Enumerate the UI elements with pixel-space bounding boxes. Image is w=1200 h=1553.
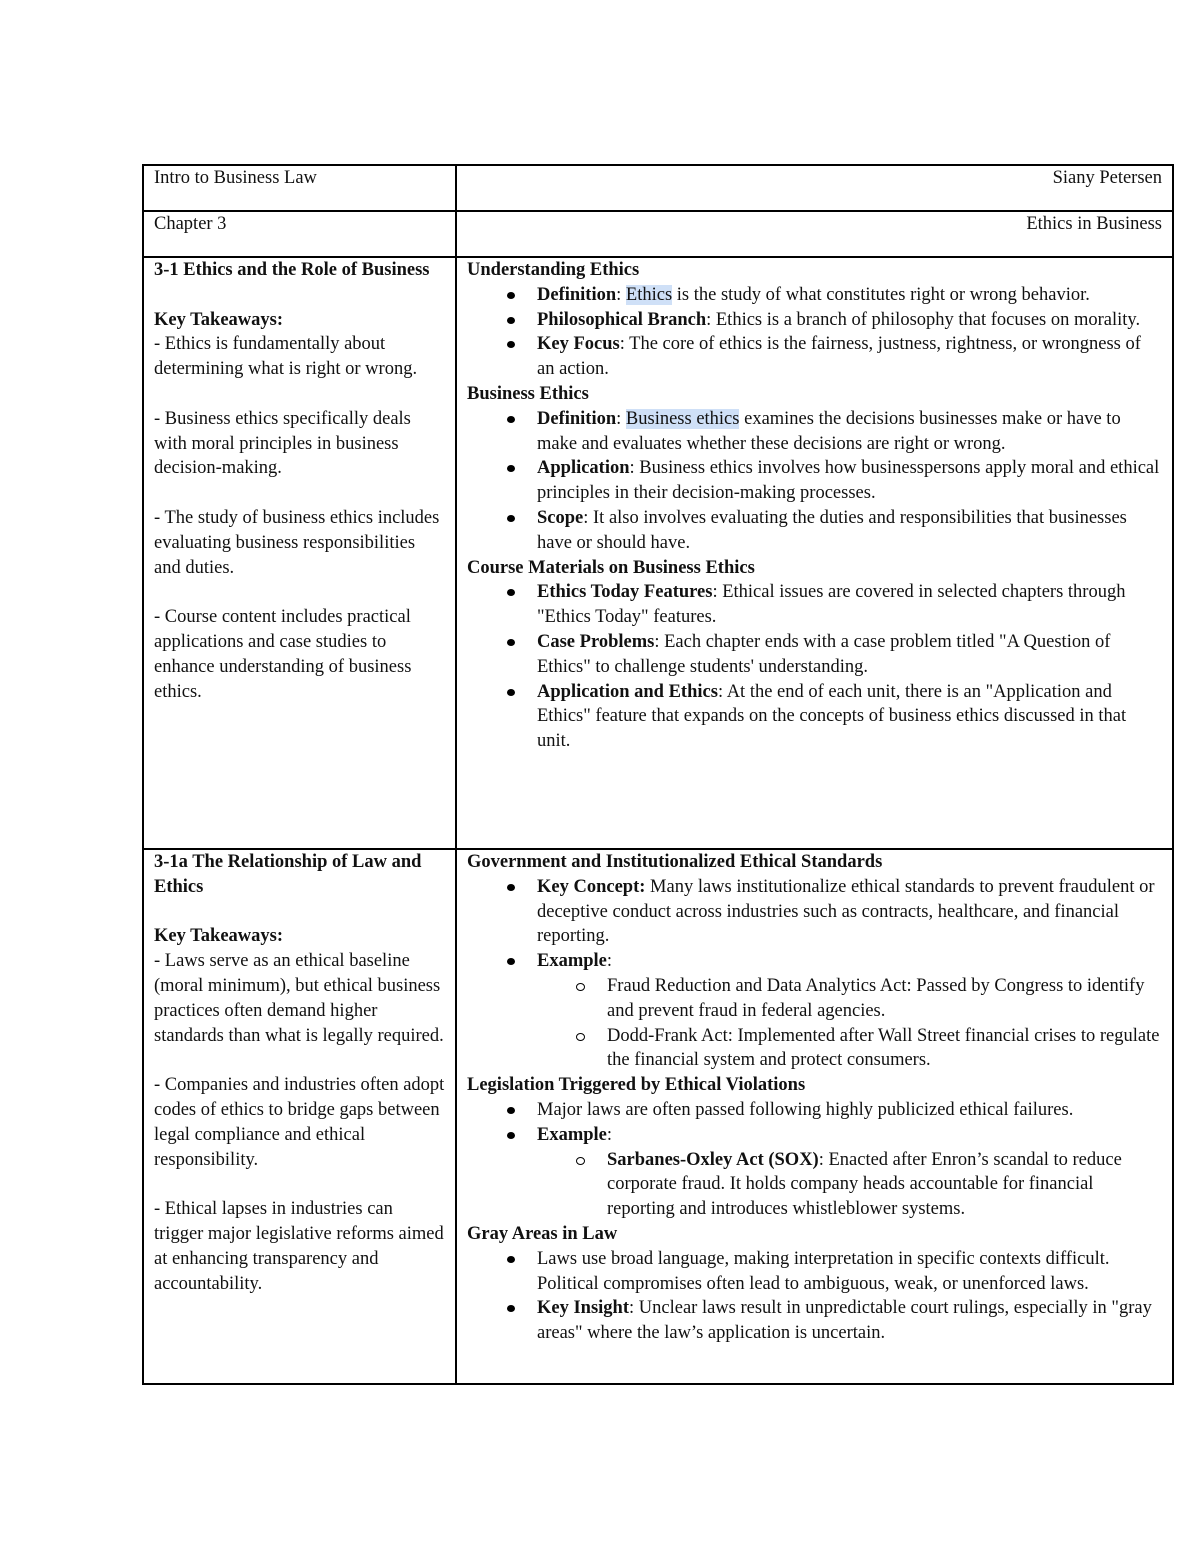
bullet-item — [537, 630, 1162, 680]
section-notes-cell — [456, 849, 1173, 1384]
bullet-separator: : — [706, 309, 716, 330]
key-takeaway-item: - Course content includes practical applications and case studies to enhance understanding of business ethics. — [154, 607, 412, 702]
bullet-item — [537, 506, 1162, 556]
highlighted-text: Business ethics — [625, 408, 740, 429]
bullet-term: Example — [537, 1124, 607, 1145]
key-takeaways-label: Key Takeaways: — [154, 309, 284, 330]
bullet-term: Application — [537, 458, 630, 479]
takeaway-spacer — [154, 1172, 445, 1197]
bullet-item — [537, 283, 1162, 308]
bullet-term: Application and Ethics — [537, 681, 718, 702]
bullet-text: Laws use broad language, making interpretation in specific contexts difficult. Political compromises often lead to ambiguous, weak, or unenforced laws. — [537, 1248, 1110, 1294]
sub-bullet-text: Fraud Reduction and Data Analytics Act: Passed by Congress to identify and prevent fraud in federal agencies. — [607, 975, 1145, 1021]
bullet-term: Definition — [537, 408, 617, 429]
bullet-text: It also involves evaluating the duties and responsibilities that businesses have or should have. — [537, 507, 1127, 553]
notes-subheading: Course Materials on Business Ethics — [467, 557, 755, 578]
sub-bullet-item — [607, 1024, 1162, 1074]
section-summary-cell — [143, 849, 456, 1384]
bullet-text: Business ethics involves how businesspersons apply moral and ethical principles in their decision-making processes. — [537, 458, 1160, 504]
takeaway-spacer — [154, 1048, 445, 1073]
bullet-list — [467, 875, 1162, 1073]
bullet-term: Key Concept: — [537, 876, 646, 897]
notes-table — [142, 164, 1174, 1385]
bullet-item — [537, 875, 1162, 949]
highlighted-text: Ethics — [625, 284, 673, 305]
bullet-item — [537, 1098, 1162, 1123]
notes-subheading: Legislation Triggered by Ethical Violations — [467, 1075, 806, 1096]
bullet-term: Scope — [537, 507, 584, 528]
notes-subheading: Gray Areas in Law — [467, 1223, 618, 1244]
key-takeaway-item: - The study of business ethics includes evaluating business responsibilities and duties. — [154, 507, 440, 578]
bullet-separator: : — [616, 284, 626, 305]
notes-subheading: Understanding Ethics — [467, 260, 640, 280]
bullet-item — [537, 1247, 1162, 1297]
bullet-term: Example — [537, 951, 607, 972]
section-summary-cell — [143, 257, 456, 849]
section-row-3-1a — [143, 849, 1173, 1384]
sub-bullet-text: : Enacted after Enron’s scandal to reduce corporate fraud. It holds company heads accountable for financial reporting and introduces whistleblower systems. — [607, 1149, 1122, 1220]
bullet-item — [537, 308, 1162, 333]
bullet-separator: : — [629, 458, 640, 479]
key-takeaway-item: - Ethics is fundamentally about determining what is right or wrong. — [154, 334, 418, 380]
bullet-separator: : — [583, 507, 594, 528]
bullet-text: is the study of what constitutes right or wrong behavior. — [672, 284, 1090, 305]
bullet-list — [467, 1098, 1162, 1222]
bullet-term: Case Problems — [537, 631, 655, 652]
section-title: 3-1a The Relationship of Law and Ethics — [154, 852, 422, 897]
bullet-term: Key Focus — [537, 334, 620, 355]
header-row-2 — [143, 211, 1173, 257]
bullet-list — [467, 283, 1162, 382]
sub-bullet-item — [607, 1148, 1162, 1222]
bullet-separator: : — [616, 408, 626, 429]
bullet-separator: : — [654, 631, 665, 652]
bullet-item — [537, 580, 1162, 630]
bullet-list — [467, 407, 1162, 556]
bullet-separator: : — [712, 582, 723, 603]
key-takeaway-item: - Laws serve as an ethical baseline (moral minimum), but ethical business practices often demand higher standards than what is legally required. — [154, 951, 444, 1046]
bullet-separator: : — [619, 334, 630, 355]
bullet-term: Ethics Today Features — [537, 582, 713, 603]
header-row-1 — [143, 165, 1173, 211]
section-notes-cell — [456, 257, 1173, 849]
takeaway-spacer — [154, 481, 445, 506]
sub-bullet-item — [607, 974, 1162, 1024]
bullet-text: Ethical issues are covered in selected chapters through "Ethics Today" features. — [537, 582, 1126, 628]
bullet-text: Major laws are often passed following highly publicized ethical failures. — [537, 1099, 1074, 1120]
author-name: Siany Petersen — [456, 165, 1173, 211]
bullet-text: Ethics is a branch of philosophy that focuses on morality. — [715, 309, 1141, 330]
sub-bullet-text: Dodd-Frank Act: Implemented after Wall Street financial crises to regulate the financial system and protect consumers. — [607, 1025, 1160, 1071]
bullet-separator: : — [629, 1298, 639, 1319]
chapter-label: Chapter 3 — [143, 211, 456, 257]
key-takeaways-label: Key Takeaways: — [154, 926, 284, 947]
takeaway-spacer — [154, 580, 445, 605]
section-row-3-1 — [143, 257, 1173, 849]
bullet-list — [467, 580, 1162, 754]
bullet-item — [537, 680, 1162, 754]
bullet-term: Philosophical Branch — [537, 309, 707, 330]
bullet-item — [537, 456, 1162, 506]
key-takeaway-item: - Companies and industries often adopt codes of ethics to bridge gaps between legal compliance and ethical responsibility. — [154, 1075, 445, 1170]
chapter-topic: Ethics in Business — [456, 211, 1173, 257]
bullet-separator: : — [606, 1124, 613, 1145]
bullet-term: Key Insight — [537, 1298, 630, 1319]
bullet-item — [537, 1123, 1162, 1222]
bullet-text: Many laws institutionalize ethical standards to prevent fraudulent or deceptive conduct across industries such as contracts, healthcare, and financial reporting. — [537, 876, 1155, 947]
bullet-separator: : — [717, 681, 727, 702]
key-takeaway-item: - Ethical lapses in industries can trigger major legislative reforms aimed at enhancing transparency and accountability. — [154, 1199, 444, 1294]
course-title: Intro to Business Law — [143, 165, 456, 211]
sub-bullet-list — [537, 974, 1162, 1073]
bullet-item — [537, 332, 1162, 382]
bullet-item — [537, 407, 1162, 457]
bullet-list — [467, 1247, 1162, 1346]
bullet-text: At the end of each unit, there is an "Application and Ethics" feature that expands on the concepts of business ethics discussed in that unit. — [537, 681, 1127, 752]
notes-subheading: Business Ethics — [467, 383, 589, 404]
section-title: 3-1 Ethics and the Role of Business — [154, 260, 430, 280]
sub-bullet-term: Sarbanes-Oxley Act (SOX) — [607, 1149, 819, 1170]
bullet-text: Unclear laws result in unpredictable court rulings, especially in "gray areas" where the law’s application is uncertain. — [537, 1298, 1152, 1344]
key-takeaway-item: - Business ethics specifically deals with moral principles in business decision-making. — [154, 408, 411, 479]
bullet-text: examines the decisions businesses make or have to make and evaluates whether these decisions are right or wrong. — [537, 408, 1121, 454]
bullet-item — [537, 1296, 1162, 1346]
notes-subheading: Government and Institutionalized Ethical Standards — [467, 852, 883, 872]
sub-bullet-list — [537, 1148, 1162, 1222]
bullet-text: The core of ethics is the fairness, justness, rightness, or wrongness of an action. — [537, 334, 1141, 380]
bullet-term: Definition — [537, 284, 617, 305]
takeaway-spacer — [154, 382, 445, 407]
bullet-separator: : — [606, 951, 613, 972]
bullet-item — [537, 949, 1162, 1073]
bullet-text: Each chapter ends with a case problem titled "A Question of Ethics" to challenge students' understanding. — [537, 631, 1111, 677]
